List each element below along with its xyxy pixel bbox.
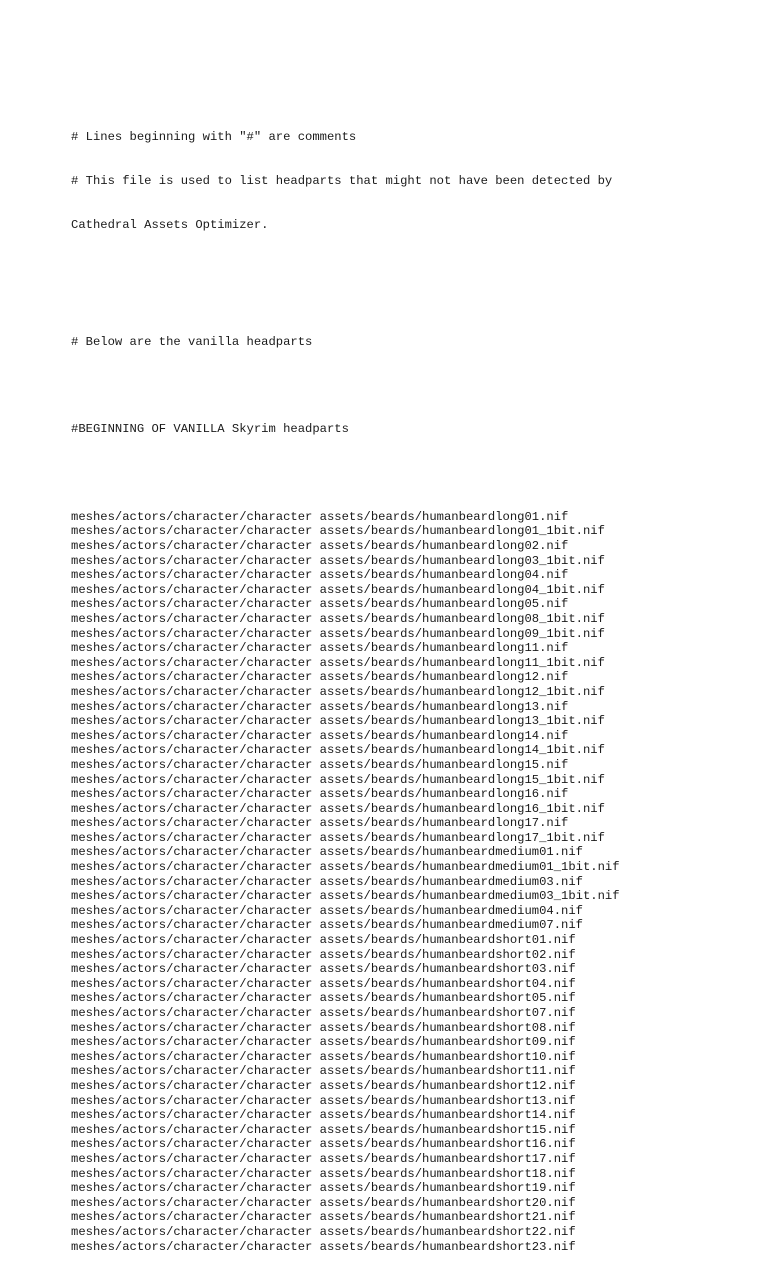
headpart-entry: meshes/actors/character/character assets/beards/humanbeardshort04.nif bbox=[71, 976, 576, 991]
headpart-entry: meshes/actors/character/character assets/beards/humanbeardlong11_1bit.nif bbox=[71, 655, 605, 670]
headpart-entry: meshes/actors/character/character assets/beards/humanbeardshort19.nif bbox=[71, 1181, 576, 1196]
headpart-entry: meshes/actors/character/character assets/beards/humanbeardlong16_1bit.nif bbox=[71, 801, 605, 816]
blank-line bbox=[71, 466, 751, 481]
headpart-list bbox=[71, 510, 751, 1254]
headpart-entry: meshes/actors/character/character assets/beards/humanbeardmedium03.nif bbox=[71, 874, 583, 889]
headpart-entry: meshes/actors/character/character assets/beards/humanbeardshort01.nif bbox=[71, 933, 576, 948]
headpart-entry: meshes/actors/character/character assets/beards/humanbeardshort13.nif bbox=[71, 1093, 576, 1108]
headpart-entry: meshes/actors/character/character assets/beards/humanbeardlong02.nif bbox=[71, 539, 569, 553]
comment-line: Cathedral Assets Optimizer. bbox=[71, 217, 269, 232]
headpart-entry: meshes/actors/character/character assets/beards/humanbeardlong15_1bit.nif bbox=[71, 772, 605, 787]
headpart-entry: meshes/actors/character/character assets/beards/humanbeardshort15.nif bbox=[71, 1122, 576, 1137]
headpart-entry: meshes/actors/character/character assets/beards/humanbeardshort23.nif bbox=[71, 1239, 576, 1254]
headpart-entry: meshes/actors/character/character assets/beards/humanbeardshort18.nif bbox=[71, 1166, 576, 1181]
headpart-entry: meshes/actors/character/character assets/beards/humanbeardshort10.nif bbox=[71, 1049, 576, 1064]
headpart-entry: meshes/actors/character/character assets/beards/humanbeardlong14.nif bbox=[71, 728, 569, 743]
headpart-entry: meshes/actors/character/character assets/beards/humanbeardmedium03_1bit.nif bbox=[71, 889, 620, 904]
headpart-entry: meshes/actors/character/character assets/beards/humanbeardlong12_1bit.nif bbox=[71, 684, 605, 699]
headpart-entry: meshes/actors/character/character assets/beards/humanbeardlong17_1bit.nif bbox=[71, 830, 605, 845]
document-body bbox=[71, 72, 751, 1269]
headpart-entry: meshes/actors/character/character assets/beards/humanbeardlong01_1bit.nif bbox=[71, 524, 605, 539]
below-comment: # Below are the vanilla headparts bbox=[71, 334, 313, 349]
headpart-entry: meshes/actors/character/character assets/beards/humanbeardlong04_1bit.nif bbox=[71, 582, 605, 597]
headpart-entry: meshes/actors/character/character assets/beards/humanbeardlong04.nif bbox=[71, 568, 569, 583]
headpart-entry: meshes/actors/character/character assets/beards/humanbeardshort07.nif bbox=[71, 1006, 576, 1020]
blank-line bbox=[71, 378, 751, 393]
headpart-entry: meshes/actors/character/character assets/beards/humanbeardshort03.nif bbox=[71, 962, 576, 977]
headpart-entry: meshes/actors/character/character assets/beards/humanbeardshort11.nif bbox=[71, 1064, 576, 1079]
headpart-entry: meshes/actors/character/character assets/beards/humanbeardshort20.nif bbox=[71, 1195, 576, 1210]
headpart-entry: meshes/actors/character/character assets/beards/humanbeardlong15.nif bbox=[71, 757, 569, 772]
headpart-entry: meshes/actors/character/character assets/beards/humanbeardlong03_1bit.nif bbox=[71, 553, 605, 568]
headpart-entry: meshes/actors/character/character assets/beards/humanbeardlong14_1bit.nif bbox=[71, 743, 605, 758]
headpart-entry: meshes/actors/character/character assets/beards/humanbeardmedium04.nif bbox=[71, 903, 583, 918]
header-comments bbox=[71, 101, 751, 262]
headpart-entry: meshes/actors/character/character assets/beards/humanbeardshort09.nif bbox=[71, 1035, 576, 1050]
headpart-entry: meshes/actors/character/character assets/beards/humanbeardshort21.nif bbox=[71, 1210, 576, 1225]
headpart-entry: meshes/actors/character/character assets/beards/humanbeardlong11.nif bbox=[71, 641, 569, 656]
headpart-entry: meshes/actors/character/character assets/beards/humanbeardlong13.nif bbox=[71, 699, 569, 714]
headpart-entry: meshes/actors/character/character assets/beards/humanbeardlong08_1bit.nif bbox=[71, 611, 605, 626]
headpart-entry: meshes/actors/character/character assets/beards/humanbeardlong13_1bit.nif bbox=[71, 714, 605, 729]
headpart-entry: meshes/actors/character/character assets/beards/humanbeardshort22.nif bbox=[71, 1224, 576, 1239]
headpart-entry: meshes/actors/character/character assets/beards/humanbeardlong12.nif bbox=[71, 670, 569, 685]
headpart-entry: meshes/actors/character/character assets/beards/humanbeardshort02.nif bbox=[71, 947, 576, 962]
headpart-entry: meshes/actors/character/character assets/beards/humanbeardmedium07.nif bbox=[71, 918, 583, 933]
comment-line: # This file is used to list headparts that might not have been detected by bbox=[71, 174, 613, 189]
headpart-entry: meshes/actors/character/character assets/beards/humanbeardshort16.nif bbox=[71, 1137, 576, 1152]
headpart-entry: meshes/actors/character/character assets/beards/humanbeardlong16.nif bbox=[71, 787, 569, 802]
headpart-entry: meshes/actors/character/character assets/beards/humanbeardlong05.nif bbox=[71, 597, 569, 612]
headpart-entry: meshes/actors/character/character assets/beards/humanbeardshort12.nif bbox=[71, 1078, 576, 1093]
headpart-entry: meshes/actors/character/character assets/beards/humanbeardlong17.nif bbox=[71, 816, 569, 831]
blank-line bbox=[71, 291, 751, 306]
headpart-entry: meshes/actors/character/character assets/beards/humanbeardmedium01_1bit.nif bbox=[71, 860, 620, 875]
headpart-entry: meshes/actors/character/character assets/beards/humanbeardlong09_1bit.nif bbox=[71, 626, 605, 641]
headpart-entry: meshes/actors/character/character assets/beards/humanbeardlong01.nif bbox=[71, 509, 569, 524]
headpart-entry: meshes/actors/character/character assets/beards/humanbeardshort08.nif bbox=[71, 1020, 576, 1035]
headpart-entry: meshes/actors/character/character assets/beards/humanbeardmedium01.nif bbox=[71, 845, 583, 860]
section-header: #BEGINNING OF VANILLA Skyrim headparts bbox=[71, 422, 349, 437]
headpart-entry: meshes/actors/character/character assets/beards/humanbeardshort14.nif bbox=[71, 1108, 576, 1123]
comment-line: # Lines beginning with "#" are comments bbox=[71, 130, 357, 145]
headpart-entry: meshes/actors/character/character assets/beards/humanbeardshort05.nif bbox=[71, 991, 576, 1006]
headpart-entry: meshes/actors/character/character assets/beards/humanbeardshort17.nif bbox=[71, 1151, 576, 1166]
